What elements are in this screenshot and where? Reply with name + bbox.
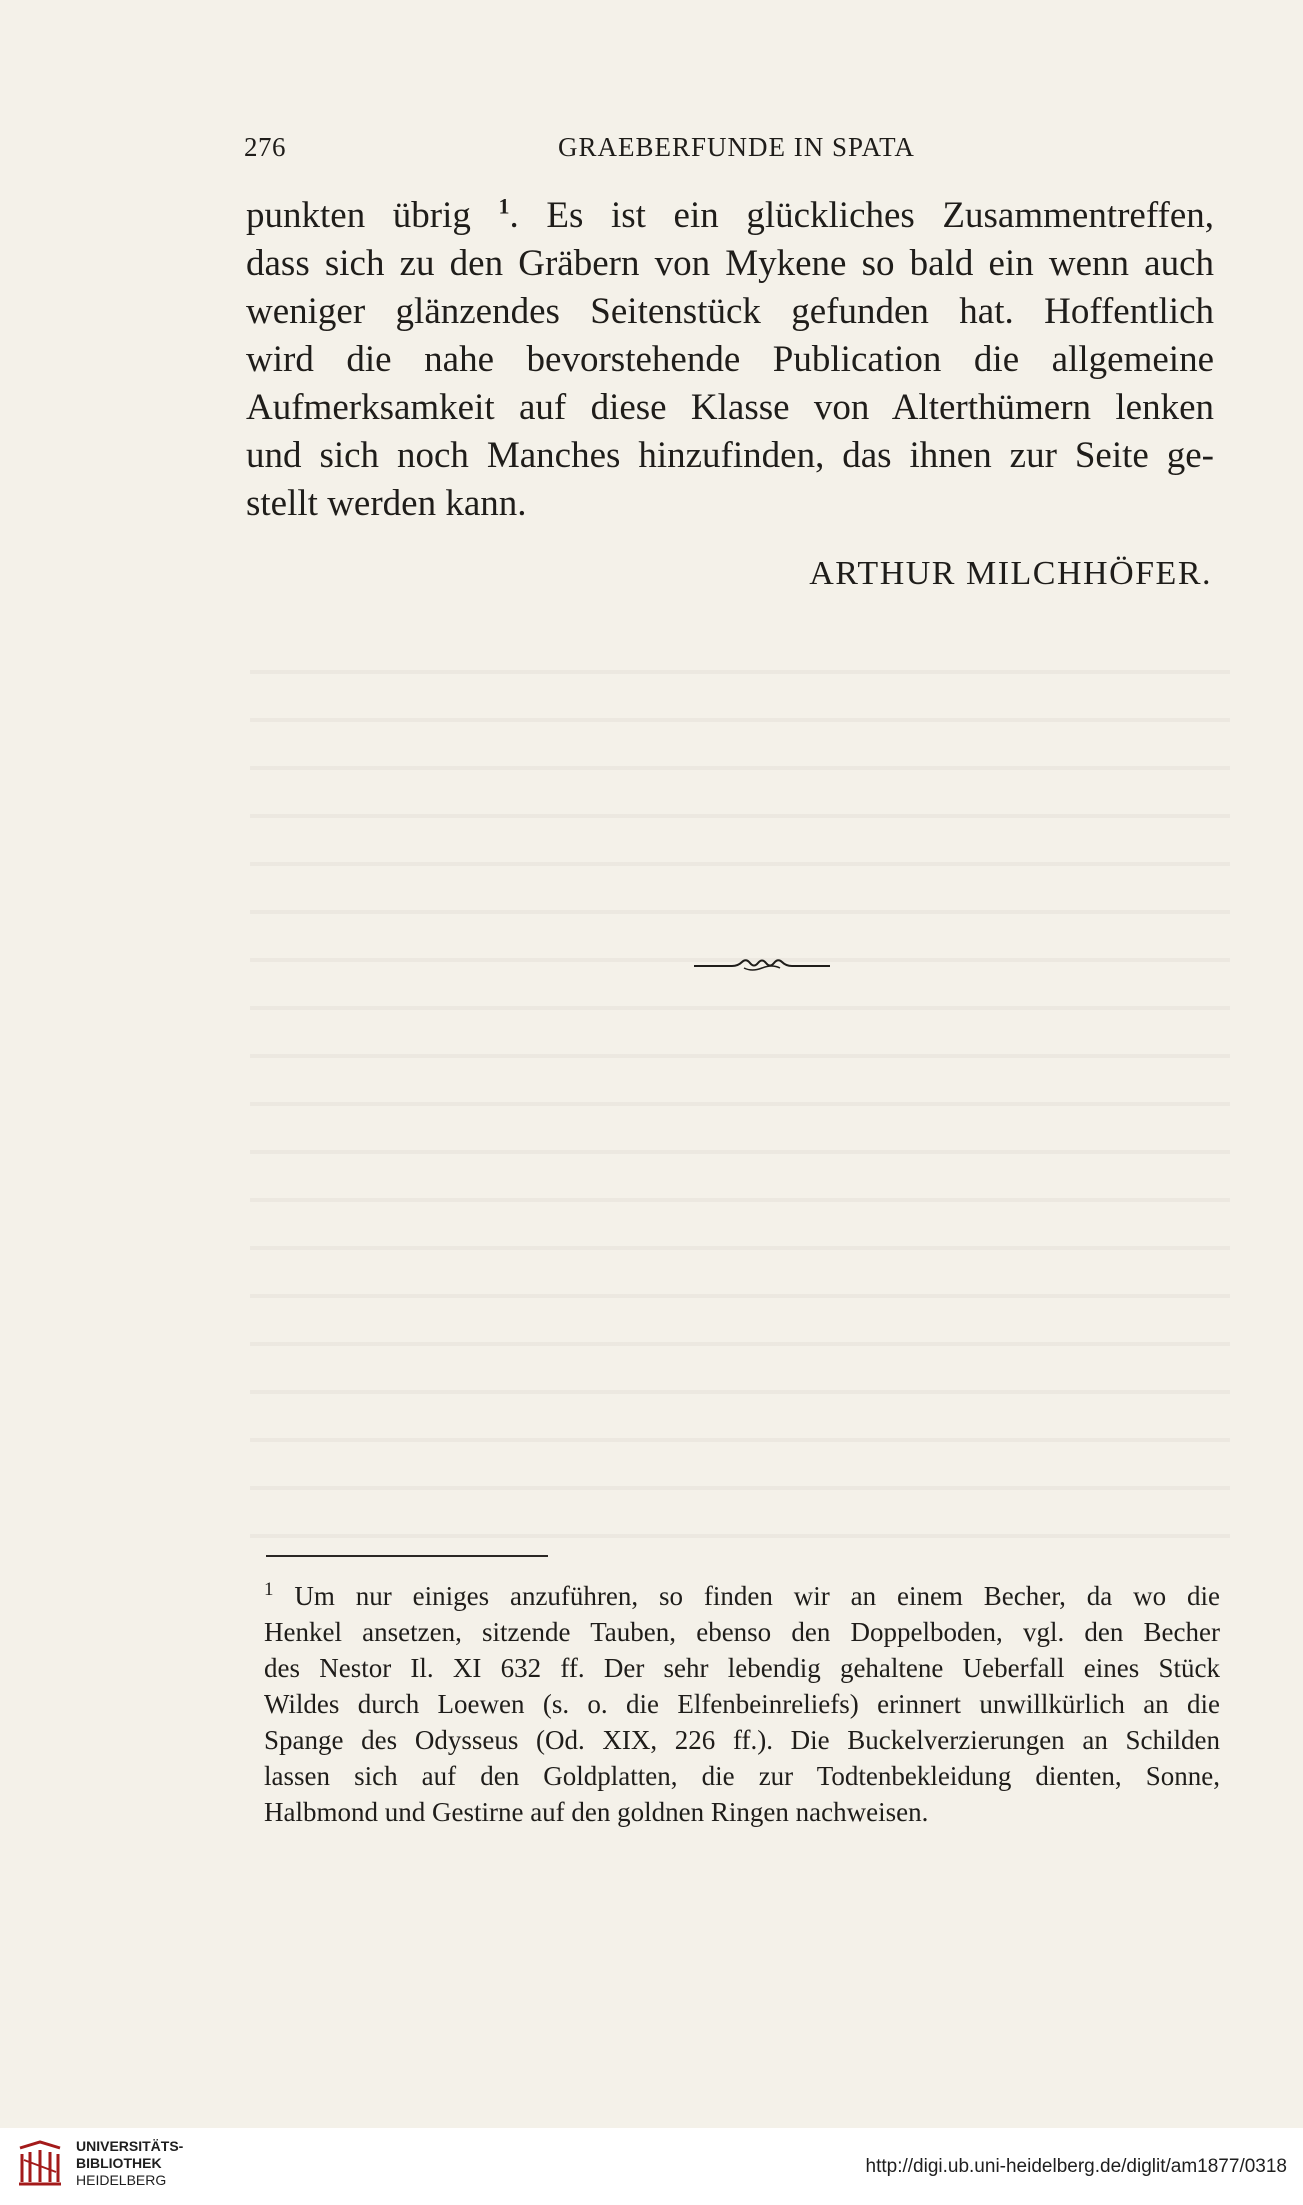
university-library-logo-icon[interactable] — [14, 2138, 66, 2190]
footnote-divider — [266, 1555, 548, 1557]
section-ornament-icon — [692, 955, 832, 975]
page-number: 276 — [244, 132, 286, 162]
footnote-line: Halbmond und Gestirne auf den goldnen Ringen nachweisen. — [264, 1797, 929, 1827]
footnote — [264, 1578, 1220, 1830]
bleed-through-texture — [250, 640, 1230, 1540]
text-line: stellt werden kann. — [246, 483, 527, 524]
library-name: UNIVERSITÄTS- BIBLIOTHEK HEIDELBERG — [76, 2138, 184, 2188]
text-line: weniger glänzendes Seitenstück gefunden hat. Hoffentlich — [246, 291, 1214, 332]
text-line: dass sich zu den Gräbern von Mykene so bald ein wenn auch — [246, 243, 1214, 284]
footnote-mark: 1 — [264, 1579, 274, 1600]
source-url-link[interactable]: http://digi.ub.uni-heidelberg.de/diglit/am1877/0318 — [865, 2156, 1287, 2177]
text-line: wird die nahe bevorstehende Publication die allgemeine — [246, 339, 1214, 380]
text-line: Aufmerksamkeit auf diese Klasse von Alterthümern lenken — [246, 387, 1214, 428]
footnote-line: Spange des Odysseus (Od. XIX, 226 ff.). Die Buckelverzierungen an Schilden — [264, 1725, 1220, 1755]
page-header — [244, 132, 1206, 174]
footnote-line: Henkel ansetzen, sitzende Tauben, ebenso den Doppelboden, vgl. den Becher — [264, 1617, 1220, 1647]
footnote-reference[interactable]: 1 — [498, 193, 510, 219]
footnote-line: lassen sich auf den Goldplatten, die zur Todtenbekleidung dienten, Sonne, — [264, 1761, 1220, 1791]
footnote-line: des Nestor Il. XI 632 ff. Der sehr lebendig gehaltene Ueberfall eines Stück — [264, 1653, 1220, 1683]
main-text — [246, 192, 1214, 528]
footnote-line: $^1$ Um nur einiges anzuführen, so finden wir an einem Becher, da wo die — [264, 1579, 1221, 1611]
footnote-line: Wildes durch Loewen (s. o. die Elfenbeinreliefs) erinnert unwillkürlich an die — [264, 1689, 1220, 1719]
text-line: punkten übrig $^1$. Es ist ein glückliches Zusammentreffen, — [246, 193, 1214, 236]
author-signature: ARTHUR MILCHHÖFER. — [809, 555, 1212, 592]
text-line: und sich noch Manches hinzufinden, das ihnen zur Seite ge- — [246, 435, 1214, 476]
running-title: GRAEBERFUNDE IN SPATA — [558, 132, 915, 162]
